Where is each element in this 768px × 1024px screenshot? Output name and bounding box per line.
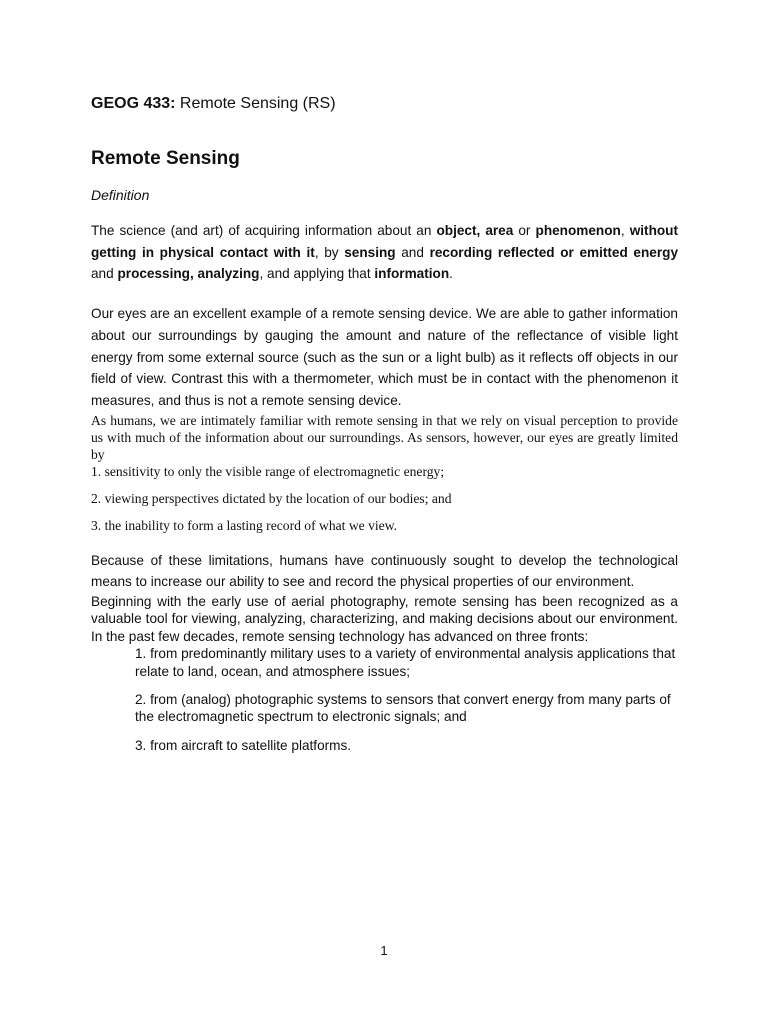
definition-paragraph (91, 220, 678, 285)
definition-bold-1: object, area (436, 223, 514, 238)
page-content (91, 92, 678, 754)
definition-bold-5: recording reflected or emitted energy (429, 244, 679, 260)
definition-text-3: , (620, 223, 630, 238)
limitation-item: 1. sensitivity to only the visible range of electromagnetic energy; (91, 463, 445, 479)
definition-bold-6: processing, analyzing (117, 266, 260, 282)
definition-text-7: , and applying that (259, 266, 375, 282)
humans-section (91, 412, 678, 534)
eyes-paragraph: Our eyes are an excellent example of a remote sensing device. We are able to gather information about our surroundings by gauging the amount and nature of the reflectance of visible light energy from some external source (such as the sun or a light bulb) as it reflects off objects in our field of view. Contrast this with a thermometer, which must be in contact with the phenomenon it measures, and thus is not a remote sensing device. (91, 306, 678, 408)
definition-bold-7: information (374, 266, 450, 282)
course-heading (91, 92, 678, 116)
limitation-item: 3. the inability to form a lasting record of what we view. (91, 517, 398, 533)
definition-text-1: The science (and art) of acquiring information about an (91, 223, 437, 238)
definition-text-6: and (91, 266, 118, 282)
definition-label: Definition (91, 187, 150, 203)
section-title: Remote Sensing (91, 148, 240, 169)
definition-text-5: and (395, 244, 430, 260)
definition-text-8: . (449, 266, 453, 282)
definition-text-4: , by (314, 244, 345, 260)
definition-text-2: or (513, 223, 536, 238)
front-item: 3. from aircraft to satellite platforms. (135, 737, 352, 753)
beginning-paragraph: Beginning with the early use of aerial photography, remote sensing has been recognized as a valuable tool for viewing, analyzing, characterizing, and making decisions about our environment. In the past few decades, remote sensing technology has advanced on three fronts: (91, 594, 678, 644)
definition-bold-3: without getting in physical contact with it (91, 223, 679, 260)
fronts-list (91, 645, 678, 754)
front-item: 2. from (analog) photographic systems to sensors that convert energy from many parts of the electromagnetic spectrum to electronic signals; and (135, 692, 671, 725)
definition-bold-2: phenomenon (535, 223, 621, 238)
page-number: 1 (380, 943, 388, 958)
because-paragraph: Because of these limitations, humans have continuously sought to develop the technological means to increase our ability to see and record the physical properties of our environment. (91, 552, 678, 590)
definition-bold-4: sensing (344, 244, 396, 260)
course-title: Remote Sensing (RS) (175, 95, 336, 112)
front-item: 1. from predominantly military uses to a variety of environmental analysis applications that relate to land, ocean, and atmosphere issues; (135, 646, 676, 679)
course-code: GEOG 433: (91, 95, 176, 112)
humans-paragraph: As humans, we are intimately familiar with remote sensing in that we rely on visual perception to provide us with much of the information about our surroundings. As sensors, however, our eyes are greatly limited by (91, 412, 678, 462)
limitation-item: 2. viewing perspectives dictated by the location of our bodies; and (91, 490, 452, 506)
